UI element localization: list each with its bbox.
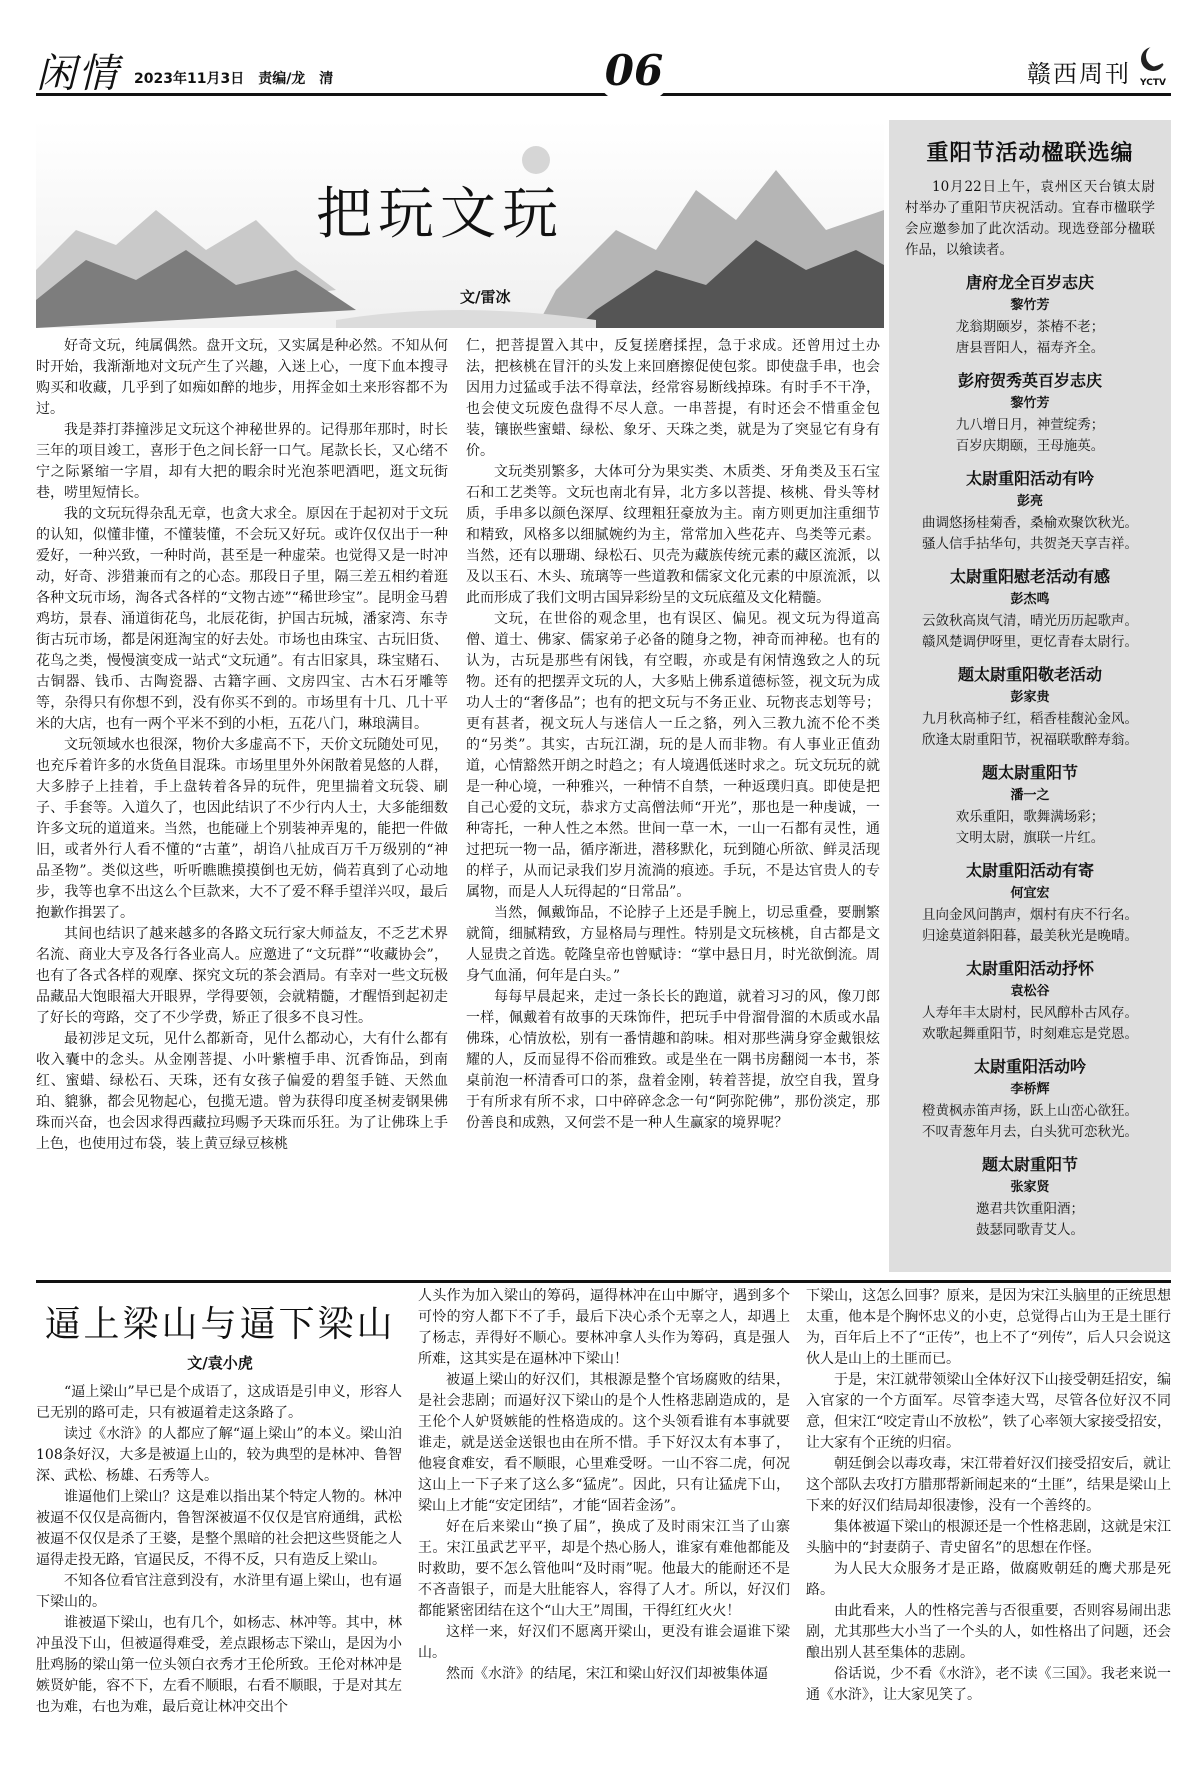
issue-date-editor: 2023年11月3日 责编/龙 清 <box>134 71 334 87</box>
poem-author: 彭家贵 <box>1010 690 1050 705</box>
masthead <box>36 40 1171 96</box>
poem-title: 太尉重阳活动有寄 <box>965 861 1094 880</box>
paragraph: 文玩，在世俗的观念里，也有误区、偏见。视文玩为得道高僧、道士、佛家、儒家弟子必备的随身之物，神奇而神秘。也有的认为，古玩是那些有闲钱，有空暇，亦或是有闲情逸致之人的玩物。还有的把摆弄文玩的人，大多贴上佛系道德标签，视文玩为成功人士的“奢侈品”；也有的把文玩与不务正业、玩物丧志划等号；更有甚者，视文玩人与迷信人一丘之貉，列入三教九流不伦不类的“另类”。其实，古玩江湖，玩的是人而非物。有人事业正值劲道，心情豁然开朗之时趋之；有人境遇低迷时求之。玩文玩玩的就是一种心境，一种雅兴，一种情不自禁，一种返璞归真。即使是把自己心爱的文玩，恭求方丈高僧法师“开光”，那也是一种虔诚，一种寄托，一种人性之本然。世间一草一木，一山一石都有灵性，通过把玩一物一品，循序渐进，潜移默化，玩到随心所欲、鲜灵活现的样子，从而记录我们岁月流淌的痕迹。手玩，不是达官贵人的专属物，而是人人玩得起的“日常品”。 <box>466 611 880 900</box>
poem <box>905 761 1155 849</box>
poem <box>905 1055 1155 1143</box>
poem-author: 彭杰鸣 <box>1010 592 1050 607</box>
poem-title: 彭府贺秀英百岁志庆 <box>957 371 1102 390</box>
paragraph: 不知各位看官注意到没有，水浒里有逼上梁山，也有逼下梁山的。 <box>36 1573 402 1610</box>
article-byline: 文/雷冰 <box>460 288 511 306</box>
couplets-sidebar <box>889 120 1171 1272</box>
paragraph: 我的文玩玩得杂乱无章，也贪大求全。原因在于起初对于文玩的认知，似懂非懂，不懂装懂，不会玩又好玩。或许仅仅出于一种爱好，一种兴致，一种时尚，甚至是一种虚荣。也觉得又是一时冲动，好奇、涉猎兼而有之的心态。那段日子里，隔三差五相约着逛各种文玩市场，淘各式各样的“文物古迹”“稀世珍宝”。昆明金马碧鸡坊，景春、涌道街花鸟，北辰花街，护国古玩城，潘家湾、东寺街古玩市场，都是闲逛淘宝的好去处。市场也由珠宝、古玩旧货、花鸟之类，慢慢演变成一站式“文玩通”。有古旧家具，珠宝赌石、古铜器、钱币、古陶瓷器、古籍字画、文房四宝、古木石牙雕等等，杂得只有你想不到，没有你买不到的。市场里有十几、几十平米的大店，也有一两个平米不到的小柜，五花八门，琳琅满目。 <box>36 506 448 732</box>
paragraph: 为人民大众服务才是正路，做腐败朝廷的鹰犬那是死路。 <box>806 1561 1171 1598</box>
poem <box>905 1153 1155 1241</box>
poem <box>905 369 1155 457</box>
article2-column-2 <box>418 1286 790 1685</box>
paragraph: 当然，佩戴饰品，不论脖子上还是手腕上，切忌重叠，要删繁就简，细腻精致，方显格局与理性。特别是文玩核桃，自古都是文人显贵之首选。乾隆皇帝也曾赋诗：“掌中悬日月，时光欲倒流。周身气血涌，何年是白头。” <box>466 905 880 984</box>
poem-line: 骚人信手拈华句，共贺尧天享吉祥。 <box>922 536 1138 552</box>
section-title: 闲情 <box>36 51 120 97</box>
paragraph: 然而《水浒》的结尾，宋江和梁山好汉们却被集体逼 <box>446 1666 768 1682</box>
paragraph: “逼上梁山”早已是个成语了，这成语是引申义，形容人已无别的路可走，只有被逼着走这条路了。 <box>36 1384 402 1421</box>
paragraph: 集体被逼下梁山的根源还是一个性格悲剧，这就是宋江头脑中的“封妻荫子、青史留名”的思想在作怪。 <box>806 1519 1171 1556</box>
poem <box>905 957 1155 1045</box>
article2-title: 逼上梁山与逼下梁山 <box>44 1304 396 1345</box>
poem-author: 张家贤 <box>1010 1180 1050 1195</box>
poem-title: 题太尉重阳节 <box>981 763 1078 782</box>
poem <box>905 565 1155 653</box>
article-hero-banner <box>36 120 884 328</box>
article1-column-2 <box>466 336 880 1134</box>
poem <box>905 467 1155 555</box>
poem-line: 赣风楚调伊呀里，更忆青春太尉行。 <box>922 634 1138 650</box>
poem-title: 题太尉重阳节 <box>981 1155 1078 1174</box>
poem-line: 欣逢太尉重阳节，祝福联歌醉寿翁。 <box>922 732 1138 748</box>
poem-title: 太尉重阳活动抒怀 <box>965 959 1094 978</box>
poem-line: 欢歌起舞重阳节，时刻难忘是党恩。 <box>922 1026 1138 1042</box>
sidebar-title: 重阳节活动楹联选编 <box>926 141 1134 166</box>
poem-line: 欢乐重阳，歌舞满场彩； <box>955 809 1105 825</box>
poem-line: 归途莫道斜阳暮，最美秋光是晚晴。 <box>922 928 1138 944</box>
paragraph: 由此看来，人的性格完善与否很重要，否则容易闹出悲剧，尤其那些大小当了一个头的人，如性格出了问题，还会酿出别人甚至集体的悲剧。 <box>806 1603 1171 1661</box>
paragraph: 文玩类别繁多，大体可分为果实类、木质类、牙角类及玉石宝石和工艺类等。文玩也南北有异，北方多以菩提、核桃、骨头等材质，手串多以颜色深厚、纹理粗狂豪放为主。南方则更加注重细节和精致，风格多以细腻婉约为主，常常加入些花卉、鸟类等元素。当然，还有以珊瑚、绿松石、贝壳为藏族传统元素的藏区流派，以及以玉石、木头、琉璃等一些道教和儒家文化元素的中原流派，以此而形成了我们文明古国异彩纷呈的文玩底蕴及文化精髓。 <box>466 464 880 606</box>
paragraph: 读过《水浒》的人都应了解“逼上梁山”的本义。梁山泊108条好汉，大多是被逼上山的，较为典型的是林冲、鲁智深、武松、杨雄、石秀等人。 <box>36 1426 402 1484</box>
poem-line: 唐县晋阳人，福寿齐全。 <box>955 340 1105 356</box>
poem <box>905 859 1155 947</box>
paper-name: 赣西周刊 <box>1027 60 1131 88</box>
logo-text: YCTV <box>1140 78 1166 88</box>
article2-column-1 <box>36 1382 402 1718</box>
poem-title: 太尉重阳活动有吟 <box>965 469 1094 488</box>
poem-author: 李桥辉 <box>1010 1082 1050 1097</box>
article1-column-1 <box>36 336 448 1155</box>
moon-logo-icon <box>1135 44 1171 74</box>
paragraph: 文玩领域水也很深，物价大多虚高不下，天价文玩随处可见，也充斥着许多的水货鱼目混珠。市场里里外外闲散着晃悠的人群，大多脖子上挂着，手上盘转着各异的玩件，兜里揣着文玩袋、刷子、手套等。入道久了，也因此结识了不少行内人士，大多能细数许多文玩的道道来。当然，也能碰上个别装神弄鬼的，能把一件做旧，或者外行人看不懂的“古董”，胡诌八扯成百万千万级别的“神品圣物”。类似这些，听听瞧瞧摸摸倒也无妨，倘若真到了心动地步，我等也拿不出这么个巨款来，大不了爱不释手望洋兴叹，最后抱歉作揖罢了。 <box>36 737 448 921</box>
paragraph: 被逼上梁山的好汉们，其根源是整个官场腐败的结果，是社会悲剧；而逼好汉下梁山的是个人性格悲剧造成的，是王伦个人妒贤嫉能的性格造成的。这个头领看谁有本事就要谁走，就是送金送银也由在所不惜。手下好汉太有本事了，他寝食难安，看不顺眼，心里难受呀。一山不容二虎，何况这山上一下子来了这么多“猛虎”。因此，只有让猛虎下山，梁山上才能“安定团结”，才能“固若金汤”。 <box>418 1372 790 1514</box>
poem-line: 九八增日月，神萱绽秀； <box>955 417 1105 433</box>
paragraph: 下梁山，这怎么回事？原来，是因为宋江头脑里的正统思想太重，他本是个胸怀忠义的小吏，总觉得占山为王是土匪行为，百年后上不了“正传”，也上不了“列传”，后人只会说这伙人是山上的土匪而已。 <box>806 1288 1171 1367</box>
paragraph: 俗话说，少不看《水浒》，老不读《三国》。我老来说一通《水浒》，让大家见笑了。 <box>806 1666 1171 1703</box>
poem-title: 太尉重阳慰老活动有感 <box>949 567 1110 586</box>
paragraph: 好奇文玩，纯属偶然。盘开文玩，又实属是种必然。不知从何时开始，我渐渐地对文玩产生了兴趣，入迷上心，一度下血本搜寻购买和收藏，几乎到了如痴如醉的地步，用挥金如土来形容都不为过。 <box>36 338 448 417</box>
poem-author: 何宜宏 <box>1010 886 1050 901</box>
station-logo <box>1135 44 1171 88</box>
poem-line: 文明太尉，旗联一片红。 <box>955 830 1105 846</box>
poem-line: 九月秋高柿子红，稻香桂馥沁金风。 <box>922 711 1138 727</box>
paragraph: 仁，把菩提置入其中，反复搓磨揉捏，急于求成。还曾用过土办法，把核桃在冒汗的头发上来回磨擦促使包浆。即使盘手串，也会因用力过猛或手法不得章法，经常容易断线掉珠。有时手不干净，也会使文玩废色盘得不尽人意。一串菩提，有时还会不惜重金包装，镶嵌些蜜蜡、绿松、象牙、天珠之类，就是为了突显它有身有价。 <box>466 338 880 459</box>
poem-author: 黎竹芳 <box>1010 298 1050 313</box>
poem-line: 人寿年丰太尉村，民风醇朴古风存。 <box>922 1005 1138 1021</box>
poem-line: 不叹青葱年月去，白头犹可恋秋光。 <box>922 1124 1138 1140</box>
paragraph: 人头作为加入梁山的筹码，逼得林冲在山中厮守，遇到多个可怜的穷人都下不了手，最后下决心杀个无辜之人，却遇上了杨志，弄得好不顺心。要林冲拿人头作为筹码，真是强人所难，这其实是在逼林冲下梁山！ <box>418 1288 790 1367</box>
paragraph: 朝廷倒会以毒攻毒，宋江带着好汉们接受招安后，就让这个部队去攻打方腊那帮新闹起来的“土匪”，结果是梁山上下来的好汉们结局却很凄惨，没有一个善终的。 <box>806 1456 1171 1514</box>
poem-line: 橙黄枫赤笛声扬，跃上山峦心欲狂。 <box>922 1103 1138 1119</box>
poem-line: 且向金风问鹊声，烟村有庆不行名。 <box>922 907 1138 923</box>
paragraph: 我是莽打莽撞涉足文玩这个神秘世界的。记得那年那时，时长三年的项目竣工，喜形于色之间长舒一口气。尾款长长，又心绪不宁之际紧缩一字眉，却有大把的暇余时光泡茶吧酒吧，逛文玩街巷，唠里短情长。 <box>36 422 448 501</box>
poem-line: 鼓瑟同歌青艾人。 <box>976 1222 1084 1238</box>
paragraph: 其间也结识了越来越多的各路文玩行家大师益友，不乏艺术界名流、商业大亨及各行各业高人。应邀进了“文玩群”“收藏协会”，也有了各式各样的观摩、探究文玩的茶会酒局。有幸对一些文玩极品藏品大饱眼福大开眼界，学得要领，会就精髓，才醒悟到起初走了好长的弯路，交了不少学费，矫正了很多不良习性。 <box>36 926 448 1026</box>
article-title: 把玩文玩 <box>316 182 564 247</box>
poem-line: 百岁庆期颐，王母施英。 <box>955 438 1105 454</box>
paragraph: 这样一来，好汉们不愿离开梁山，更没有谁会逼谁下梁山。 <box>418 1624 790 1661</box>
paragraph: 最初涉足文玩，见什么都新奇，见什么都动心，大有什么都有收入囊中的念头。从金刚菩提、小叶紫檀手串、沉香饰品，到南红、蜜蜡、绿松石、天珠，还有女孩子偏爱的碧玺手链、天然血珀、貔貅，都会见物起心，包揽无遗。曾为获得印度圣树麦钢果佛珠而兴奋，也会因求得西藏拉玛赐予天珠而乐狂。为了让佛珠上手上色，也使用过布袋，装上黄豆绿豆核桃 <box>36 1031 448 1152</box>
poem-author: 潘一之 <box>1010 788 1050 803</box>
poem-author: 袁松谷 <box>1010 984 1050 999</box>
paragraph: 于是，宋江就带领梁山全体好汉下山接受朝廷招安，编入官家的一个方面军。尽管李逵大骂，尽管各位好汉不同意，但宋江“咬定青山不放松”，铁了心率领大家接受招安，让大家有个正统的归宿。 <box>806 1372 1171 1451</box>
poem-line: 邀君共饮重阳酒； <box>976 1201 1084 1217</box>
poem-line: 龙翁期颐岁，茶椿不老； <box>955 319 1105 335</box>
paragraph: 好在后来梁山“换了届”，换成了及时雨宋江当了山寨王。宋江虽武艺平平，却是个热心肠人，谁家有难他都能及时救助，要不怎么管他叫“及时雨”呢。他最大的能耐还不是不吝啬银子，而是大肚能容人，容得了人才。所以，好汉们都能紧密团结在这个“山大王”周围，干得红红火火！ <box>418 1519 790 1619</box>
poem <box>905 271 1155 359</box>
poem-title: 题太尉重阳敬老活动 <box>957 665 1102 684</box>
poem-author: 黎竹芳 <box>1010 396 1050 411</box>
article2-byline: 文/袁小虎 <box>187 1354 253 1372</box>
poem-line: 云敛秋高岚气清，晴光历历起歌声。 <box>922 613 1138 629</box>
poem <box>905 663 1155 751</box>
article2-column-3 <box>806 1286 1171 1706</box>
poem-author: 彭亮 <box>1016 494 1043 509</box>
poem-line: 曲调悠扬桂菊香，桑榆欢聚饮秋光。 <box>922 515 1138 531</box>
section-divider <box>36 1280 1171 1283</box>
paragraph: 每每早晨起来，走过一条长长的跑道，就着习习的风，像刀郎一样，佩戴着有故事的天珠饰件，把玩手中骨溜骨溜的木质或水晶佛珠，心情放松，别有一番情趣和韵味。相对那些满身穿金戴银炫耀的人，反而显得不俗而雅致。或是坐在一隅书房翻阅一本书，茶桌前泡一杯清香可口的茶，盘着金刚，转着菩提，放空自我，置身于有所求有所不求，口中碎碎念念一句“阿弥陀佛”，那份淡定，那份善良和成熟，又何尝不是一种人生赢家的境界呢？ <box>466 989 880 1131</box>
page-number: 06 <box>596 42 672 102</box>
paragraph: 谁逼他们上梁山？这是难以指出某个特定人物的。林冲被逼不仅仅是高衙内，鲁智深被逼不仅仅是官府通缉，武松被逼不仅仅是杀了王婆，是整个黑暗的社会把这些贤能之人逼得走投无路，官逼民反，不得不反，只有造反上梁山。 <box>36 1489 402 1568</box>
sidebar-intro: 10月22日上午，袁州区天台镇太尉村举办了重阳节庆祝活动。宜春市楹联学会应邀参加了此次活动。现选登部分楹联作品，以飨读者。 <box>905 179 1155 258</box>
poem-title: 唐府龙全百岁志庆 <box>965 273 1094 292</box>
poem-title: 太尉重阳活动吟 <box>973 1057 1086 1076</box>
paragraph: 谁被逼下梁山，也有几个，如杨志、林冲等。其中，林冲虽没下山，但被逼得难受，差点跟杨志下梁山，是因为小肚鸡肠的梁山第一位头领白衣秀才王伦所致。王伦对林冲是嫉贤妒能，容不下，左看不顺眼，右看不顺眼，于是对其左也为难，右也为难，最后竟让林冲交出个 <box>36 1615 402 1715</box>
